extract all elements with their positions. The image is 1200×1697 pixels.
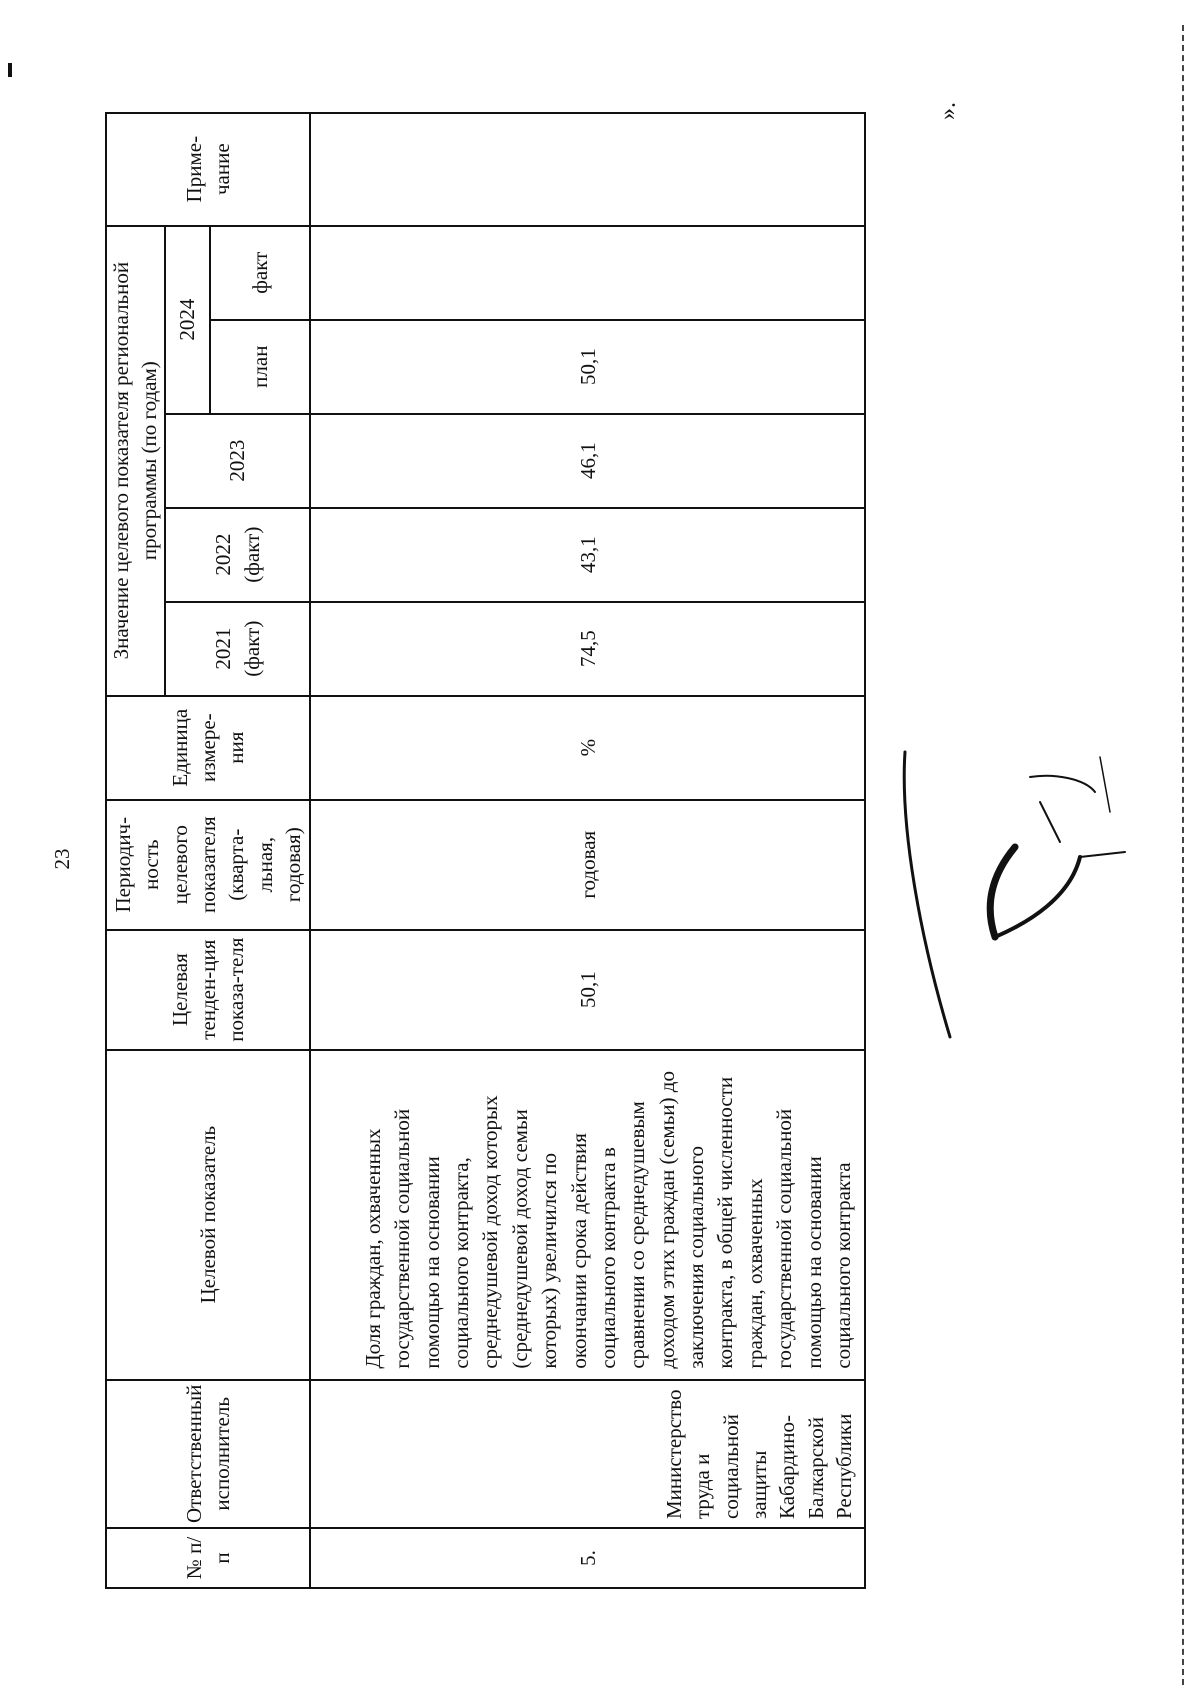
row-2022: 43,1 [310, 508, 865, 602]
row-trend: 50,1 [310, 930, 865, 1050]
row-executor: Министерство труда и социальной защиты Кабардино-Балкарской Республики [310, 1380, 865, 1528]
header-executor: Ответственный исполнитель [106, 1380, 310, 1528]
row-2023: 46,1 [310, 414, 865, 508]
header-num: № п/п [106, 1528, 310, 1588]
row-periodicity: годовая [310, 800, 865, 930]
closing-quote: ». [935, 102, 961, 120]
header-2024: 2024 [165, 226, 211, 414]
bottom-divider [1182, 25, 1184, 1685]
row-2024-plan: 50,1 [310, 320, 865, 414]
row-indicator: Доля граждан, охваченных государственной социальной помощью на основании социального контракта, среднедушевой доход которых (среднедушевой доход семьи которых) увеличился по окончании срока действия социального контракта в сравнении со среднедушевым доходом этих граждан (семьи) до заключения социального контракта, в общей численности граждан, охваченных государственной социальной помощью на основании социального контракта [310, 1050, 865, 1380]
target-indicator-table [105, 112, 866, 1589]
row-unit: % [310, 696, 865, 800]
row-2024-fact [310, 226, 865, 320]
header-2022: 2022 (факт) [165, 508, 311, 602]
header-2021: 2021 (факт) [165, 602, 311, 696]
signature-icon [880, 737, 1150, 1057]
header-unit: Единица измере-ния [106, 696, 310, 800]
header-trend: Целевая тенден-ция показа-теля [106, 930, 310, 1050]
header-2023: 2023 [165, 414, 311, 508]
header-values-group: Значение целевого показателя региональной программы (по годам) [106, 226, 165, 696]
edge-mark [8, 63, 12, 77]
row-2021: 74,5 [310, 602, 865, 696]
row-note [310, 113, 865, 226]
header-periodicity: Периодич-ность целевого показателя (кварта-льная, годовая) [106, 800, 310, 930]
header-row-1 [106, 113, 165, 1588]
header-fact: факт [210, 226, 310, 320]
table-row [310, 113, 865, 1588]
page-number: 23 [50, 848, 74, 870]
header-indicator: Целевой показатель [106, 1050, 310, 1380]
row-num: 5. [310, 1528, 865, 1588]
header-note: Приме-чание [106, 113, 310, 226]
header-plan: план [210, 320, 310, 414]
